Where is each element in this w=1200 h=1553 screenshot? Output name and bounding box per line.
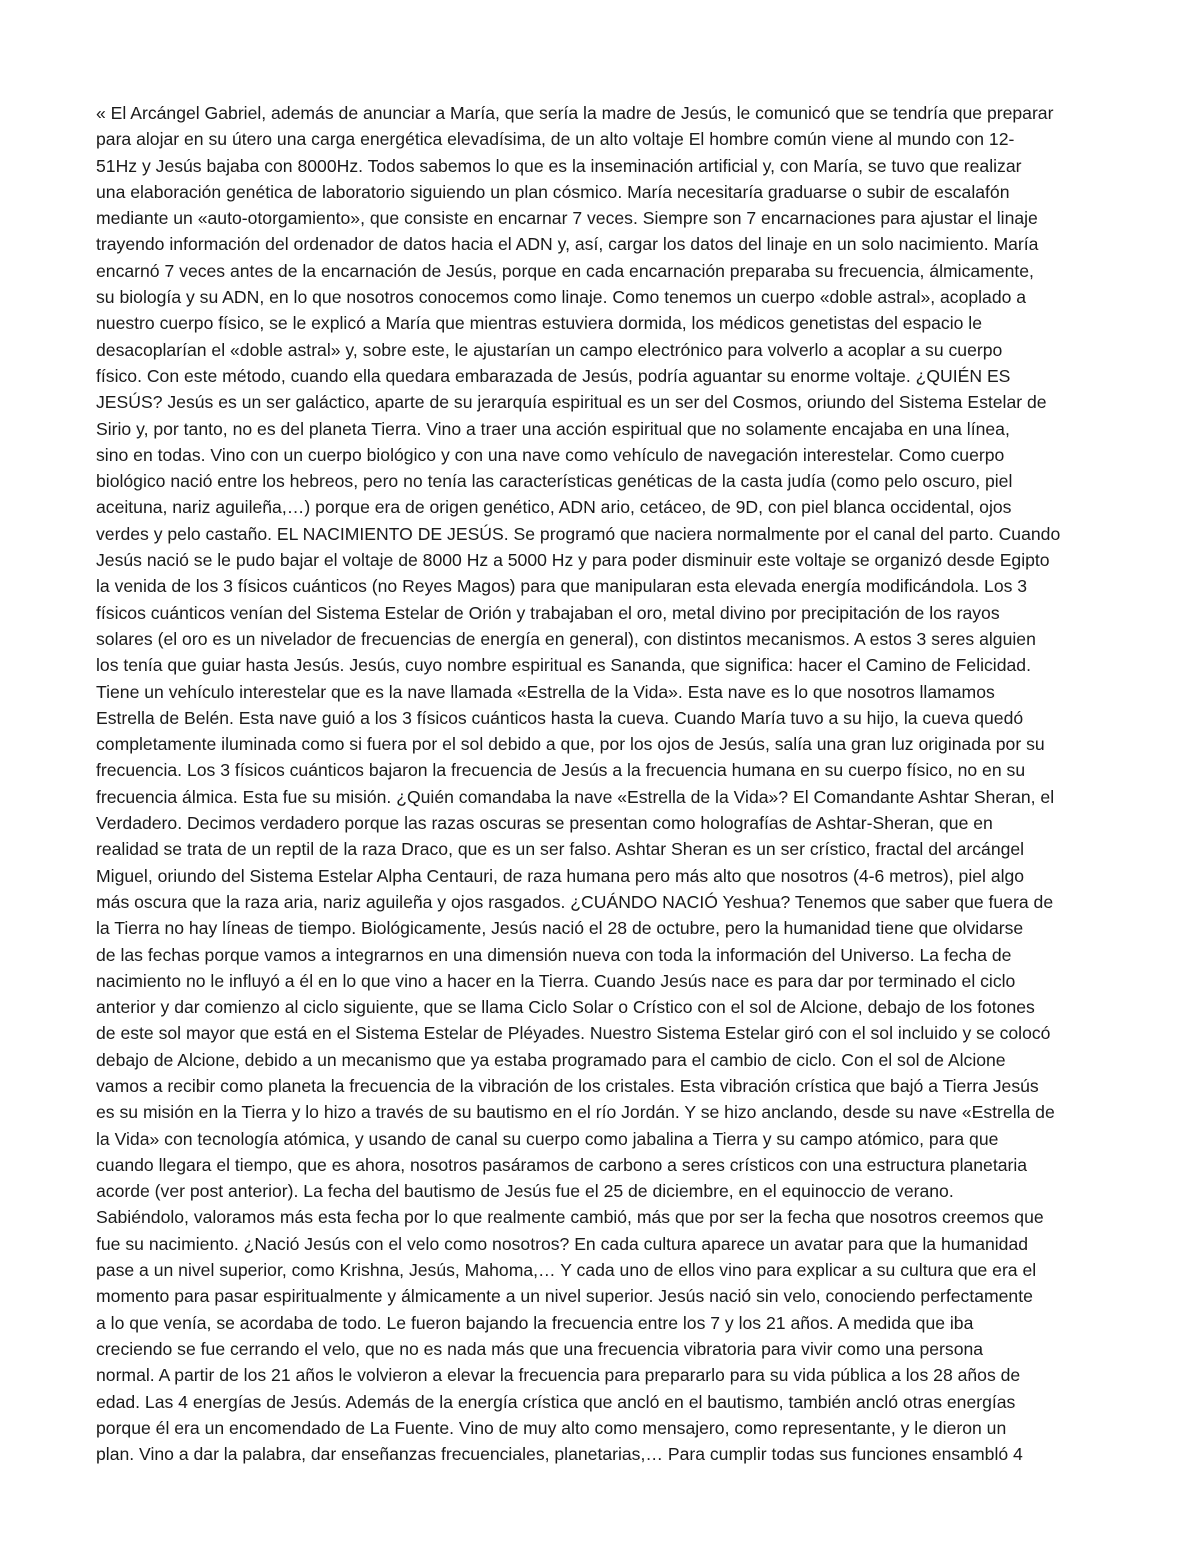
text-line: normal. A partir de los 21 años le volvieron a elevar la frecuencia para prepararlo para su vida pública a los 28 años de — [96, 1365, 1021, 1386]
text-line: « El Arcángel Gabriel, además de anunciar a María, que sería la madre de Jesús, le comunicó que se tendría que preparar — [96, 103, 1054, 123]
text-line: nuestro cuerpo físico, se le explicó a María que mientras estuviera dormida, los médicos genetistas del espacio le — [96, 313, 983, 334]
text-line: más oscura que la raza aria, nariz aguileña y ojos rasgados. ¿CUÁNDO NACIÓ Yeshua? Tenemos que saber que fuera de — [96, 891, 1054, 912]
text-line: Tiene un vehículo interestelar que es la nave llamada «Estrella de la Vida». Esta nave es lo que nosotros llamamos — [96, 681, 995, 702]
text-line: completamente iluminada como si fuera por el sol debido a que, por los ojos de Jesús, salía una gran luz originada por su — [96, 734, 1045, 755]
text-line: desacoplarían el «doble astral» y, sobre este, le ajustarían un campo electrónico para volverlo a acoplar a su cuerpo — [96, 339, 1003, 360]
text-line: porque él era un encomendado de La Fuente. Vino de muy alto como mensajero, como representante, y le dieron un — [96, 1417, 1007, 1438]
text-line: fue su nacimiento. ¿Nació Jesús con el velo como nosotros? En cada cultura aparece un avatar para que la humanidad — [96, 1233, 1029, 1254]
text-line: trayendo información del ordenador de datos hacia el ADN y, así, cargar los datos del linaje en un solo nacimiento. María — [96, 234, 1039, 255]
text-line: Jesús nació se le pudo bajar el voltaje de 8000 Hz a 5000 Hz y para poder disminuir este voltaje se organizó desde Egipto — [96, 550, 1050, 571]
text-line: para alojar en su útero una carga energética elevadísima, de un alto voltaje El hombre común viene al mundo con 12- — [96, 129, 1015, 150]
text-line: realidad se trata de un reptil de la raza Draco, que es un ser falso. Ashtar Sheran es un ser crístico, fractal del arcángel — [96, 839, 1025, 860]
text-line: la Tierra no hay líneas de tiempo. Biológicamente, Jesús nació el 28 de octubre, pero la humanidad tiene que olvidarse — [96, 918, 1024, 939]
text-line: aceituna, nariz aguileña,…) porque era de origen genético, ADN ario, cetáceo, de 9D, con piel blanca occidental, ojos — [96, 497, 1012, 518]
text-line: Sabiéndolo, valoramos más esta fecha por lo que realmente cambió, más que por ser la fecha que nosotros creemos que — [96, 1207, 1044, 1228]
text-line: de este sol mayor que está en el Sistema Estelar de Pléyades. Nuestro Sistema Estelar giró con el sol incluido y se colocó — [96, 1023, 1051, 1044]
text-line: la venida de los 3 físicos cuánticos (no Reyes Magos) para que manipularan esta elevada energía modificándola. Los 3 — [96, 576, 1028, 597]
body-text — [96, 100, 1116, 1467]
text-line: vamos a recibir como planeta la frecuencia de la vibración de los cristales. Esta vibración crística que bajó a Tierra Jesús — [96, 1075, 1039, 1096]
text-line: anterior y dar comienzo al ciclo siguiente, que se llama Ciclo Solar o Crístico con el sol de Alcione, debajo de los fotones — [96, 997, 1035, 1018]
text-line: momento para pasar espiritualmente y álmicamente a un nivel superior. Jesús nació sin velo, conociendo perfectamente — [96, 1286, 1033, 1307]
text-line: Sirio y, por tanto, no es del planeta Tierra. Vino a traer una acción espiritual que no solamente encajaba en una línea, — [96, 418, 1010, 439]
text-line: sino en todas. Vino con un cuerpo biológico y con una nave como vehículo de navegación interestelar. Como cuerpo — [96, 444, 1005, 465]
text-line: Estrella de Belén. Esta nave guió a los 3 físicos cuánticos hasta la cueva. Cuando María tuvo a su hijo, la cueva quedó — [96, 707, 1024, 728]
text-line: verdes y pelo castaño. EL NACIMIENTO DE JESÚS. Se programó que naciera normalmente por el canal del parto. Cuando — [96, 523, 1061, 544]
text-line: físico. Con este método, cuando ella quedara embarazada de Jesús, podría aguantar su enorme voltaje. ¿QUIÉN ES — [96, 365, 1011, 386]
text-line: Miguel, oriundo del Sistema Estelar Alpha Centauri, de raza humana pero más alto que nosotros (4-6 metros), piel algo — [96, 865, 1025, 886]
text-line: solares (el oro es un nivelador de frecuencias de energía en general), con distintos mecanismos. A estos 3 seres alguien — [96, 628, 1036, 649]
text-line: JESÚS? Jesús es un ser galáctico, aparte de su jerarquía espiritual es un ser del Cosmos, oriundo del Sistema Estelar de — [96, 392, 1047, 413]
text-line: 51Hz y Jesús bajaba con 8000Hz. Todos sabemos lo que es la inseminación artificial y, con María, se tuvo que realizar — [96, 155, 1022, 176]
text-line: mediante un «auto-otorgamiento», que consiste en encarnar 7 veces. Siempre son 7 encarnaciones para ajustar el linaje — [96, 208, 1038, 229]
text-line: encarnó 7 veces antes de la encarnación de Jesús, porque en cada encarnación preparaba su frecuencia, álmicamente, — [96, 260, 1034, 281]
text-line: creciendo se fue cerrando el velo, que no es nada más que una frecuencia vibratoria para vivir como una persona — [96, 1338, 984, 1359]
text-line: Verdadero. Decimos verdadero porque las razas oscuras se presentan como holografías de Ashtar-Sheran, que en — [96, 813, 993, 834]
text-line: nacimiento no le influyó a él en lo que vino a hacer en la Tierra. Cuando Jesús nace es para dar por terminado el ciclo — [96, 970, 1016, 991]
text-line: debajo de Alcione, debido a un mecanismo que ya estaba programado para el cambio de ciclo. Con el sol de Alcione — [96, 1049, 1006, 1070]
text-line: cuando llegara el tiempo, que es ahora, nosotros pasáramos de carbono a seres crísticos con una estructura planetaria — [96, 1154, 1028, 1175]
text-line: frecuencia. Los 3 físicos cuánticos bajaron la frecuencia de Jesús a la frecuencia humana en su cuerpo físico, no en su — [96, 760, 1026, 781]
text-line: una elaboración genética de laboratorio siguiendo un plan cósmico. María necesitaría graduarse o subir de escalafón — [96, 181, 1010, 202]
text-line: físicos cuánticos venían del Sistema Estelar de Orión y trabajaban el oro, metal divino por precipitación de los rayos — [96, 602, 1000, 623]
text-line: de las fechas porque vamos a integrarnos en una dimensión nueva con toda la información del Universo. La fecha de — [96, 944, 1012, 965]
text-line: la Vida» con tecnología atómica, y usando de canal su cuerpo como jabalina a Tierra y su campo atómico, para que — [96, 1128, 999, 1149]
text-line: pase a un nivel superior, como Krishna, Jesús, Mahoma,… Y cada uno de ellos vino para explicar a su cultura que era el — [96, 1260, 1037, 1281]
text-line: biológico nació entre los hebreos, pero no tenía las características genéticas de la casta judía (como pelo oscuro, piel — [96, 471, 1013, 492]
text-line: los tenía que guiar hasta Jesús. Jesús, cuyo nombre espiritual es Sananda, que significa: hacer el Camino de Felicidad. — [96, 655, 1031, 676]
text-line: acorde (ver post anterior). La fecha del bautismo de Jesús fue el 25 de diciembre, en el equinoccio de verano. — [96, 1181, 954, 1202]
text-line: es su misión en la Tierra y lo hizo a través de su bautismo en el río Jordán. Y se hizo anclando, desde su nave «Estrella de — [96, 1102, 1055, 1123]
text-line: plan. Vino a dar la palabra, dar enseñanzas frecuenciales, planetarias,… Para cumplir todas sus funciones ensambló 4 — [96, 1444, 1023, 1465]
text-line: edad. Las 4 energías de Jesús. Además de la energía crística que ancló en el bautismo, también ancló otras energías — [96, 1391, 1016, 1412]
text-line: frecuencia álmica. Esta fue su misión. ¿Quién comandaba la nave «Estrella de la Vida»? El Comandante Ashtar Sheran, el — [96, 786, 1055, 807]
text-line: a lo que venía, se acordaba de todo. Le fueron bajando la frecuencia entre los 7 y los 21 años. A medida que iba — [96, 1312, 974, 1333]
text-line: su biología y su ADN, en lo que nosotros conocemos como linaje. Como tenemos un cuerpo «doble astral», acoplado a — [96, 287, 1027, 308]
